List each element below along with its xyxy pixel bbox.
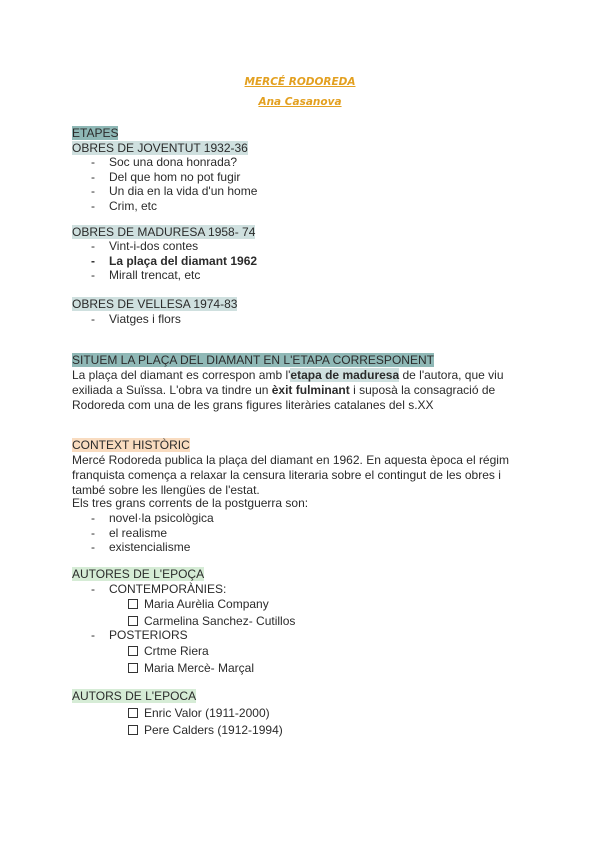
list-item: - existencialisme <box>72 540 214 555</box>
list-item: - POSTERIORS <box>72 628 188 643</box>
checklist-item: Maria Mercè- Marçal <box>128 660 254 677</box>
situem-paragraph: La plaça del diamant es correspon amb l'etapa de maduresa de l'autora, que viu exiliada a Suïssa. L'obra va tindre un èxit fulminant i suposà la consagració de Rodoreda com una de les grans figures literàries catalanes del s.XX <box>72 368 504 412</box>
list-item: - Vint-i-dos contes <box>72 239 257 254</box>
checkbox-icon[interactable] <box>128 616 138 626</box>
document-title: MERCÉ RODOREDA <box>244 76 356 88</box>
list-item: - Soc una dona honrada? <box>72 155 257 170</box>
checklist-item: Enric Valor (1911-2000) <box>128 705 283 722</box>
list-vellesa <box>72 312 181 327</box>
checklist-item: Pere Calders (1912-1994) <box>128 722 283 739</box>
list-maduresa <box>72 239 257 283</box>
list-item: - Del que hom no pot fugir <box>72 170 257 185</box>
section-heading-situem: SITUEM LA PLAÇA DEL DIAMANT EN L'ETAPA CORRESPONENT <box>72 353 434 367</box>
list-autores-post-label <box>72 628 188 643</box>
context-currents-intro: Els tres grans corrents de la postguerra son: <box>72 496 309 510</box>
list-item: - Crim, etc <box>72 199 257 214</box>
list-item: - el realisme <box>72 526 214 541</box>
section-heading-etapes: ETAPES <box>72 126 119 140</box>
checklist-autors <box>128 705 283 738</box>
checklist-item: Crtme Riera <box>128 643 254 660</box>
context-paragraph: Mercé Rodoreda publica la plaça del diamant en 1962. En aquesta època el régim franquista comença a relaxar la censura literaria sobre el contingut de les obres i també sobre les llengües de l'estat. <box>72 453 509 497</box>
checkbox-icon[interactable] <box>128 663 138 673</box>
list-item: - novel·la psicològica <box>72 511 214 526</box>
heading-joventut: OBRES DE JOVENTUT 1932-36 <box>72 141 248 155</box>
section-heading-autores: AUTORES DE L'EPOÇA <box>72 567 205 581</box>
heading-vellesa: OBRES DE VELLESA 1974-83 <box>72 297 238 311</box>
checkbox-icon[interactable] <box>128 725 138 735</box>
list-item: - La plaça del diamant 1962 <box>72 254 257 269</box>
checklist-item: Carmelina Sanchez- Cutillos <box>128 613 295 630</box>
section-heading-autors: AUTORS DE L'EPOCA <box>72 689 197 703</box>
checklist-item: Maria Aurèlia Company <box>128 596 295 613</box>
document-author: Ana Casanova <box>258 96 342 108</box>
list-item: - Un dia en la vida d'un home <box>72 184 257 199</box>
checkbox-icon[interactable] <box>128 708 138 718</box>
section-heading-context: CONTEXT HISTÒRIC <box>72 438 190 452</box>
checkbox-icon[interactable] <box>128 646 138 656</box>
heading-maduresa: OBRES DE MADURESA 1958- 74 <box>72 225 256 239</box>
checkbox-icon[interactable] <box>128 599 138 609</box>
list-currents <box>72 511 214 555</box>
list-joventut <box>72 155 257 213</box>
checklist-contemporanies <box>128 596 295 629</box>
list-item: - CONTEMPORÀNIES: <box>72 582 226 597</box>
list-item: - Mirall trencat, etc <box>72 268 257 283</box>
list-item: - Viatges i flors <box>72 312 181 327</box>
list-autores-cont-label <box>72 582 226 597</box>
checklist-posteriors <box>128 643 254 676</box>
